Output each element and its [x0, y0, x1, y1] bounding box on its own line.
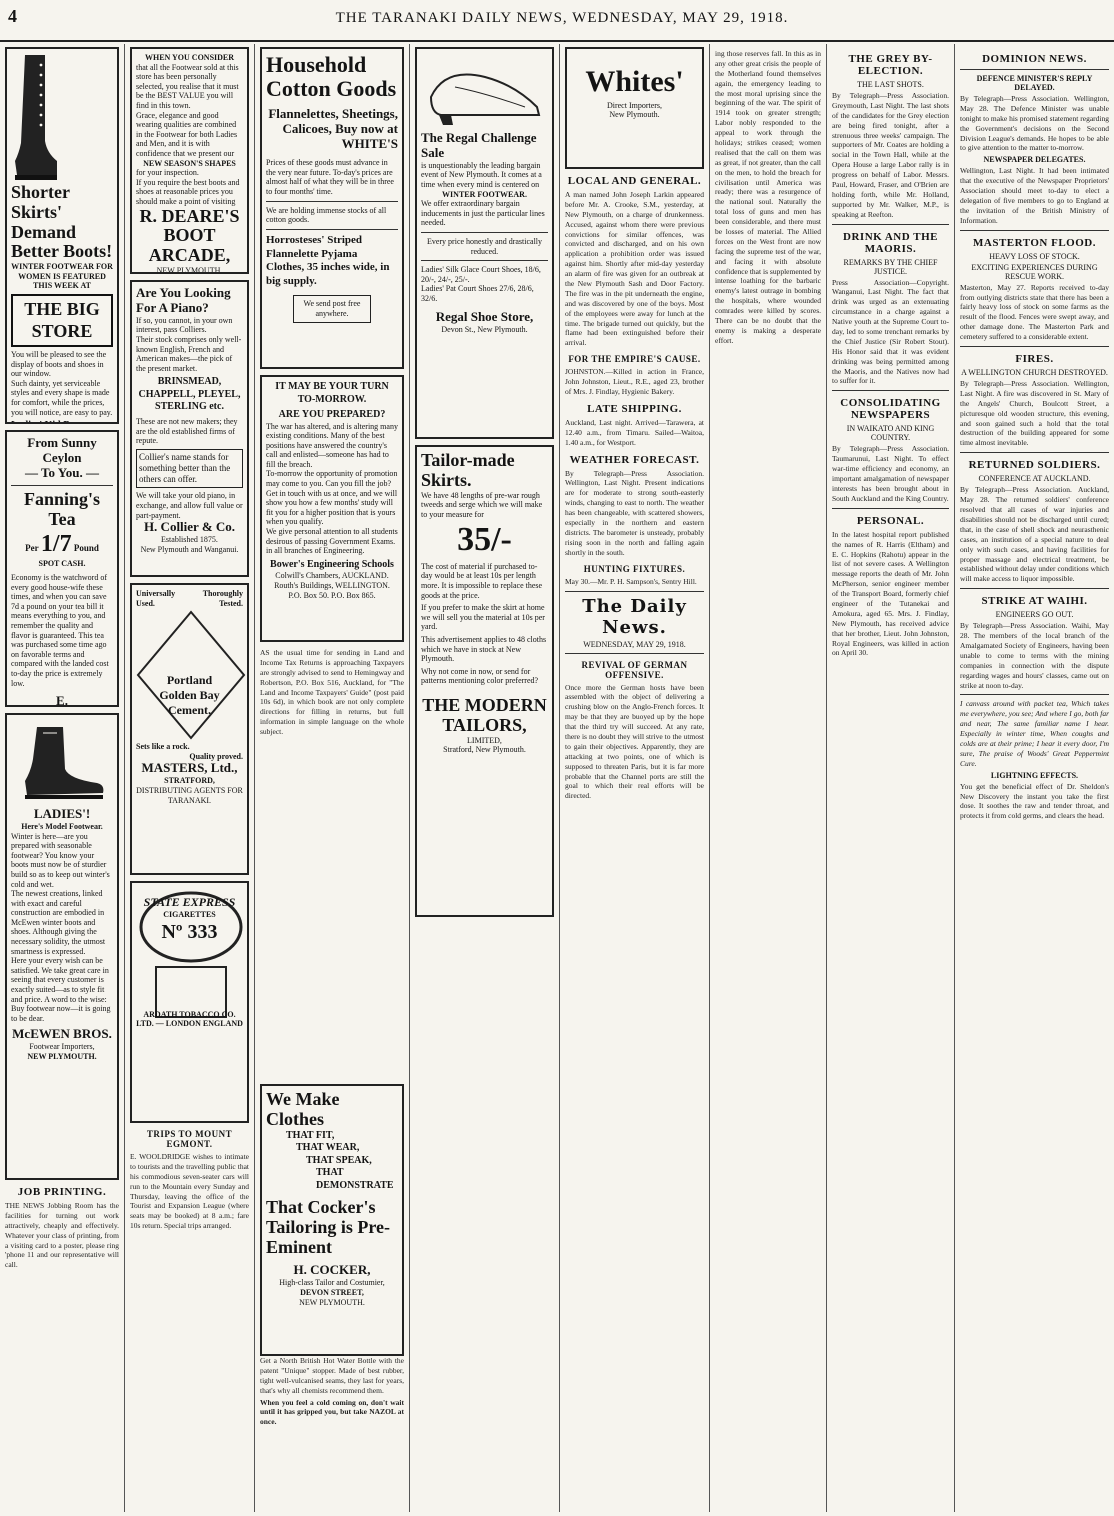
whites-body-3: Horrosteses' Striped Flannelette Pyjama Clothes, 35 inches wide, in big supply. — [266, 233, 390, 287]
state-express-product: CIGARETTES — [163, 910, 216, 920]
masterton-flood-heading: MASTERTON FLOOD. — [973, 236, 1096, 249]
empire-cause-text: JOHNSTON.—Killed in action in France, John Johnston, Lieut., R.E., aged 23, brother of Mrs. J. Findlay, Hygienic Bakery. — [565, 367, 704, 397]
ceylon-tea-ad — [5, 430, 119, 707]
ankle-boot-illustration — [17, 723, 107, 803]
bowers-address: Colwill's Chambers, AUCKLAND. Routh's Buildings, WELLINGTON. — [274, 571, 390, 590]
daily-news-masthead: The Daily News. — [582, 595, 687, 638]
whites-body: Prices of these goods must advance in the very near future. To-day's prices are almost half of what they will be in three to four months' time. — [266, 158, 394, 196]
big-store-body-2: Such dainty, yet serviceable styles and every shape is made for comfort, while the prices, you will notice, are easy to pay. — [11, 378, 113, 417]
deare-body-4: If you require the best boots and shoes at reasonable prices you should make a point of visiting — [136, 177, 240, 206]
cement-corner-labels-mid: Used. Tested. — [136, 598, 243, 608]
modern-tailors-name: THE MODERN TAILORS, — [422, 695, 547, 735]
mcewen-body: Winter is here—are you prepared with seasonable footwear? You know your boots must now be of sturdier build so as to keep out winter's cold and wet. — [11, 831, 110, 889]
delegates-text: Wellington, Last Night. It had been intimated that the executive of the Newspaper Proprietors' Association should meet to-day to elect a delegation of five members to go to England at the invitation of the British Ministry of Information. — [960, 166, 1109, 225]
masters-agents: DISTRIBUTING AGENTS FOR TARANAKI. — [136, 785, 243, 805]
mcewen-body-2: The newest creations, linked with exact and careful construction are embodied in McEwen winter boots and shoes. Although giving the necessary solidity, the utmost smartness is expressed. — [11, 889, 106, 956]
mcewen-body-3: Here your every wish can be satisfied. We take great care in seeing that every customer is exactly suited—as to style fit and price. A word to the wise: Buy footwear now—it is going to be dear. — [11, 956, 111, 1023]
newspaper-masthead: THE TARANAKI DAILY NEWS, WEDNESDAY, MAY 29, 1918. — [335, 10, 789, 26]
whites-town: New Plymouth. — [609, 110, 660, 120]
deare-arcade: ARCADE, — [148, 245, 231, 266]
waihi-strike-heading: STRIKE AT WAIHI. — [981, 595, 1088, 608]
whites-cotton-ad — [260, 47, 404, 369]
court-shoe-illustration — [425, 57, 545, 127]
cocker-line-3: THAT SPEAK, — [306, 1154, 372, 1166]
bowers-body-4: We give personal attention to all students desirous of passing Government Exams. in all branches of Engineering. — [266, 527, 398, 556]
make-clothes-headline: We Make Clothes — [266, 1089, 340, 1129]
boot-illustration — [11, 53, 59, 183]
skirts-headline: Tailor-made Skirts. — [421, 450, 515, 490]
shoe-item — [11, 420, 113, 424]
piano-body-3: These are not new makers; they are the old established firms of repute. — [136, 416, 238, 446]
regal-address: Devon St., New Plymouth. — [441, 324, 528, 334]
flood-sub: HEAVY LOSS OF STOCK. — [989, 251, 1080, 261]
collier-piano-ad — [130, 280, 249, 577]
editorial-continuation: ing those reserves fall. In this as in any other great crisis the people of the Motherland found themselves again, the emergency leading to the most moral uprising since the beginning of the war. The spirit of 1914 took on greater strength; Labor nobly responded to the appeal to work through the holidays; strikes ceased; women realised that the call on them was as great, if not greater, than the call on the men, to hold the breach for civilisation until America was ready; there was a resurgence of the national soul. Naturally the total loss of guns and men has been considerable, and there must be losses of material. The Allied forces on the West front are now facing the supreme test of the war, and facing it with absolute confidence that is supplemented by intense loathing for the barbaric enemy's latest outrage in bombing the hospitals, where wounded comrades were killed by scores. There can be no doubt that the enemy is making a desperate effort. — [715, 49, 821, 345]
ceylon-sub: — To You. — — [25, 464, 99, 480]
drink-maoris-text: Press Association—Copyright. Wanganui, Last Night. The fact that drink was urged as an extenuating circumstance in a charge against a Native youth at the Supreme Court to-day, led to some trenchant remarks by the Chief Justice (Sir Robert Stout). His Honor said that it was evident drinking was being permitted among the Maoris, and the Natives now had to suffer for it. — [832, 277, 949, 386]
bowers-body: The war has altered, and is altering many existing conditions. Many of the best positions have answered the country's call and enlisted—someone has had to fill the breach. — [266, 421, 398, 469]
bowers-engineering-ad — [260, 375, 404, 642]
cocker-address: DEVON STREET, — [300, 1288, 364, 1298]
deare-intro: WHEN YOU CONSIDER — [144, 53, 235, 62]
egmont-body: E. WOOLDRIDGE wishes to intimate to tourists and the travelling public that his commodious seven-seater cars will run to the Mountain every Sunday and Thursday, leaving the office of the Tourist and Expansion League (where seats may be booked) at 8 a.m.; fare 10s return. Special trips arranged. — [130, 1152, 249, 1231]
state-express-number: Nº 333 — [161, 920, 218, 943]
nazol-body: When you feel a cold coming on, don't wait until it has gripped you, but take NAZOL at once. — [260, 1397, 404, 1427]
cocker-town: NEW PLYMOUTH. — [299, 1297, 365, 1307]
winter-footwear-intro: WINTER FOOTWEAR FOR WOMEN IS FEATURED THIS WEEK AT — [11, 262, 113, 291]
mcewen-sub: Here's Model Footwear. — [21, 821, 103, 831]
modern-tailors-limited: LIMITED, — [467, 735, 502, 745]
modern-tailors-ad — [415, 445, 554, 917]
tea-body: Economy is the watchword of every good house-wife these times, and when you can save 7d a pound on your tea bill it means everything to you, and remember the quality and flavor is guaranteed. This tea was purchased some time ago on favorable terms and compared with the landed cost to-day the price is extremely low. — [11, 573, 109, 688]
big-store-ad — [5, 47, 119, 424]
tea-price-line: Per 1/7 Pound — [25, 531, 99, 558]
weather-forecast-text: By Telegraph—Press Association. Wellington, Last Night. Present indications are for moderate to strong south-easterly winds, changing to east to north. The weather has been changeable, with scattered showers, especially in the northern and eastern districts. The barometer is unsteady, probably rising soon in the north and falling again shortly in the south. — [565, 468, 704, 557]
column-5 — [560, 44, 710, 1512]
fires-text: By Telegraph—Press Association. Wellington, Last Night. A fire was discovered in St. Mary of the Angels' Church, Boulcott Street, a picturesque old wooden structure, this evening, and soon gained such a hold that the total destruction of the building appeared for some time almost inevitable. — [960, 379, 1109, 448]
piano-headline: Are You Looking For A Piano? — [136, 285, 231, 315]
late-shipping-text: Auckland, Last night. Arrived—Tarawera, at 12.40 a.m., from Timaru. Sailed—Waitoa, 1.40 a.m., for Westport. — [565, 417, 704, 447]
editorial-date: WEDNESDAY, MAY 29, 1918. — [583, 639, 686, 649]
deare-boot: BOOT — [163, 225, 216, 246]
state-express-brand: STATE EXPRESS — [143, 895, 236, 910]
grey-election-heading: THE GREY BY-ELECTION. — [848, 53, 933, 77]
waihi-strike-text: By Telegraph—Press Association. Waihi, May 28. The members of the local branch of the Amalgamated Society of Engineers, having been unable to come to terms with the mining companies in connection with the dispute regarding wages and hours' classes, came out on strike at noon to-day. — [960, 621, 1109, 690]
delegates-heading: NEWSPAPER DELEGATES. — [983, 155, 1086, 165]
flood-sub-2: EXCITING EXPERIENCES DURING RESCUE WORK. — [971, 262, 1098, 281]
skirt-price: 35/- — [457, 521, 512, 559]
dominion-news-heading: DOMINION NEWS. — [982, 53, 1087, 65]
weather-forecast-heading: WEATHER FORECAST. — [569, 453, 700, 466]
big-store-logo: THE BIG STORE — [11, 294, 113, 347]
masters-town: STRATFORD, — [164, 776, 215, 786]
late-shipping-heading: LATE SHIPPING. — [587, 402, 682, 415]
consolidating-text: By Telegraph—Press Association. Taumarunui, Last Night. To effect war-time efficiency and economy, an important amalgamation of newspaper interests has been brought about in South Auckland and the King Country. — [832, 444, 949, 503]
piano-body: If so, you cannot, in your own interest, pass Colliers. — [136, 315, 233, 335]
column-6 — [710, 44, 827, 1512]
deare-town: NEW PLYMOUTH. — [156, 265, 223, 274]
state-express-ad — [130, 881, 249, 1123]
column-3 — [255, 44, 410, 1512]
returned-soldiers-text: By Telegraph—Press Association. Auckland, May 28. The returned soldiers' conference resolved that all cases of war injuries and disabilities should not be discharged until cured; that, in the case of shell shock and neurasthenic cases, an institution of a special nature to deal only with such cases, and having facilities for proper massage and electrical treatment, be established without delay under conditions which will make access to liquor impossible. — [960, 485, 1109, 584]
cocker-claim: That Cocker's Tailoring is Pre-Eminent — [266, 1197, 391, 1257]
egmont-trips-notice — [130, 1129, 249, 1231]
prepared-heading: ARE YOU PREPARED? — [278, 409, 386, 420]
job-printing-body: THE NEWS Jobbing Room has the facilities for turning out work attractively, cheaply and effectively. Whatever your class of printing, from a visiting card to a poster, please ring 'phone 11 and our representative will call. — [5, 1201, 119, 1270]
consolidating-sub: IN WAIKATO AND KING COUNTRY. — [846, 424, 935, 443]
mcewen-town: NEW PLYMOUTH. — [27, 1051, 97, 1061]
spot-cash: SPOT CASH. — [38, 559, 86, 569]
column-8 — [955, 44, 1114, 1512]
skirts-body-3: If you prefer to make the skirt at home we will sell you the material at 10s per yard. — [421, 603, 545, 632]
skirts-body-5: Why not come in now, or send for patterns mentioning color preferred? — [421, 666, 539, 686]
returned-soldiers-heading: RETURNED SOLDIERS. — [968, 459, 1101, 472]
fires-sub: A WELLINGTON CHURCH DESTROYED. — [961, 368, 1108, 378]
cocker-name: H. COCKER, — [293, 1262, 371, 1278]
skirts-body: We have 48 lengths of pre-war rough tweeds and serge which we will make to your measure for — [421, 490, 543, 519]
regal-shoe-ad — [415, 47, 554, 439]
regal-price-line-2: Ladies' Pat Court Shoes 27/6, 28/6, 32/6. — [421, 284, 534, 303]
collier-boxed-claim: Collier's name stands for something better than the others can offer. — [136, 449, 243, 489]
drink-maoris-sub: REMARKS BY THE CHIEF JUSTICE. — [843, 257, 938, 276]
whites-logo-ad — [565, 47, 704, 169]
cocker-merchant-sub: High-class Tailor and Costumier, — [279, 1278, 385, 1288]
hot-water-bottle-notice — [260, 1354, 404, 1429]
hunting-fixtures-text: May 30.—Mr. P. H. Sampson's, Sentry Hill. — [565, 576, 697, 586]
big-store-body: You will be pleased to see the display of boots and shoes in our window. — [11, 349, 107, 379]
deare-body: that all the Footwear sold at this store has been personally selected, you realise that it must be the BEST VALUE you will find in this town. — [136, 62, 239, 110]
deare-boot-ad — [130, 47, 249, 274]
flannelettes-sub: Flannelettes, Sheetings, Calicoes, Buy now at WHITE'S — [268, 106, 398, 152]
masters-cement-ad — [130, 583, 249, 875]
mcewen-ad — [5, 713, 119, 1180]
revival-heading: REVIVAL OF GERMAN OFFENSIVE. — [581, 659, 688, 680]
state-express-makers: ARDATH TOBACCO CO. LTD. — LONDON ENGLAND — [136, 1009, 243, 1029]
tax-guide-notice: AS the usual time for sending in Land and Income Tax Returns is approaching Taxpayers are strongly advised to send to Hemingway and Robertson, P.O. Box 516, Auckland, for "The Land and Income Taxpayers' Guide" (post paid 10s 6d), in which book are not only complete directions for filling in returns, but full information in simple language on the whole subject. — [260, 648, 404, 737]
bottle-body: Get a North British Hot Water Bottle with the patent "Unique" stopper. Made of best rubber, tight well-vulcanised seams, they last for years, that's why all chemists recommend them. — [260, 1356, 404, 1395]
cocker-line-1: THAT FIT, — [286, 1129, 335, 1141]
deare-body-2: Grace, elegance and good wearing qualities are combined in the Footwear for both Ladies and Men, and it is with confidence that we present our — [136, 110, 238, 158]
personal-text: In the latest hospital report published the names of R. Harris (Eltham) and E. C. Hopkins (Rahotu) appear in the list of not severe cases. A Wellington message reports the death of Mr. John McPherson, senior engineer member of the Transport Board, formerly chief engineer of the Tutanekai and Amokura, aged 65. Mrs. J. Findlay, New Plymouth, has received advice that her brother, Lieut. John Johnston, Royal Engineers, was killed in action on April 30. — [832, 529, 949, 658]
flood-text: Masterton, May 27. Reports received to-day from outlying districts state that there has been a fairly heavy loss of stock on some farms as the result of the flood. Fences were swept away, and other damage done. The Masterton Park and cemetery suffered to a considerable extent. — [960, 282, 1109, 342]
tea-product-name: Fanning's Tea — [23, 488, 101, 529]
household-cotton-headline: Household Cotton Goods — [266, 52, 397, 102]
skirts-body-4: This advertisement applies to 48 cloths which we have in stock at New Plymouth. — [421, 635, 547, 664]
piano-body-2: Their stock comprises only well-known English, French and American makes—the pick of the present market. — [136, 335, 242, 373]
whites-logo: Whites' — [585, 65, 684, 98]
personal-heading: PERSONAL. — [856, 514, 925, 527]
bowers-boxes: P.O. Box 50. P.O. Box 865. — [288, 590, 376, 600]
post-free-note: We send post free anywhere. — [293, 295, 371, 323]
job-printing-notice — [5, 1186, 119, 1270]
piano-body-4: We will take your old piano, in exchange, and allow full value or part-payment. — [136, 491, 243, 520]
job-printing-heading: JOB PRINTING. — [17, 1186, 107, 1198]
bowers-body-2: To-morrow the opportunity of promotion may come to you. Can you fill the job? — [266, 469, 398, 489]
cocker-line-2: THAT WEAR, — [296, 1142, 360, 1154]
returned-soldiers-sub: CONFERENCE AT AUCKLAND. — [978, 474, 1091, 484]
deare-body-3: for your inspection. — [136, 168, 199, 178]
mcewen-merchant-sub: Footwear Importers, — [29, 1042, 95, 1052]
grey-election-sub: THE LAST SHOTS. — [857, 80, 924, 89]
shorter-skirts-headline: Shorter Skirts' Demand Better Boots! — [11, 182, 113, 262]
bowers-body-3: Get in touch with us at once, and we will show you how a few months' study will fit you for a higher position that is yours when you qualify. — [266, 488, 398, 527]
regal-headline: The Regal Challenge Sale — [421, 130, 537, 160]
defence-text: By Telegraph—Press Association. Wellington, May 28. The Defence Minister was unable tonight to make his promised statement regarding the Government's decisions on the Second Division League's demands. He hopes to be able to give attention to the matter to-morrow. — [960, 94, 1109, 153]
cement-corner-labels-top: Universally Thoroughly — [136, 589, 243, 598]
cement-corner-labels-bottom: Sets like a rock. Quality proved. — [136, 742, 243, 761]
column-7 — [827, 44, 955, 1512]
whites-importers: Direct Importers, — [606, 100, 663, 110]
bowers-school-name: Bower's Engineering Schools — [270, 558, 394, 570]
regal-winter-footwear: WINTER FOOTWEAR. — [442, 189, 527, 199]
regal-body-3: Every price honestly and drastically reduced. — [426, 237, 543, 256]
collier-established: Established 1875. — [161, 535, 218, 545]
tea-price: 1/7 — [40, 531, 72, 558]
collier-name: H. Collier & Co. — [143, 519, 236, 535]
whites-body-2: We are holding immense stocks of all cotton goods. — [266, 205, 387, 225]
local-general-heading: LOCAL AND GENERAL. — [567, 175, 702, 187]
regal-body: is unquestionably the leading bargain event of New Plymouth. It comes at a time when every mind is centered on — [421, 160, 542, 190]
fires-heading: FIRES. — [1015, 353, 1054, 366]
regal-body-2: We offer extraordinary bargain inducements in just the particular lines needed. — [421, 199, 545, 228]
deare-name: R. DEARE'S — [139, 205, 240, 226]
page-header — [0, 0, 1114, 42]
column-4 — [410, 44, 560, 1512]
column-2 — [125, 44, 255, 1512]
defence-heading: DEFENCE MINISTER'S REPLY DELAYED. — [976, 74, 1093, 92]
page-number: 4 — [8, 6, 17, 26]
collier-towns: New Plymouth and Wanganui. — [140, 544, 239, 554]
masters-name: MASTERS, Ltd., — [141, 760, 238, 776]
mcewen-headline: LADIES'! — [33, 806, 91, 821]
skirts-body-2: The cost of material if purchased to-day would be at least 10s per length more. It is impossible to replace these goods at the price. — [421, 561, 543, 600]
lightning-text: You get the beneficial effect of Dr. Sheldon's New Discovery the instant you take the first dose. It soothes the raw and tender throat, and protects it from cold germs, and clears the head. — [960, 781, 1109, 821]
grey-election-text: By Telegraph—Press Association. Greymouth, Last Night. The last shots of the candidates for the Grey election are being fired tonight, after a strenuous three weeks' campaign. The supporters of Mr. Coates are holding a social in the Town Hall, while at the Opera House a large Labor rally is in progress on behalf of Labor. Messrs. Paul, Howard, Fraser, and O'Brien are holding forth, while Mr. Holland, supported by Mr. Walker, M.P., is speaking at Reefton. — [832, 91, 949, 219]
lightning-heading: LIGHTNING EFFECTS. — [990, 770, 1079, 780]
peppermint-verse: I canvass around with packet tea, Which takes me everywhere, you see; And where I go, both far and near, The same familiar name I hear. Especially in winter time, When coughs and colds are at their prime; I hear it every door, I'm sure, The praise of Woods' Great Peppermint Cure. — [960, 699, 1109, 768]
column-1 — [0, 44, 125, 1512]
waihi-strike-sub: ENGINEERS GO OUT. — [995, 610, 1074, 620]
cement-brand: Portland Golden Bay Cement. — [159, 673, 220, 717]
deare-new-season: NEW SEASON'S SHAPES — [143, 158, 236, 168]
hunting-fixtures-heading: HUNTING FIXTURES. — [583, 563, 686, 574]
regal-store-name: Regal Shoe Store, — [435, 308, 534, 324]
cocker-line-4: THAT DEMONSTRATE — [316, 1167, 394, 1191]
modern-tailors-towns: Stratford, New Plymouth. — [443, 745, 526, 755]
piano-brands: BRINSMEAD, CHAPPELL, PLEYEL, STERLING etc. — [138, 376, 241, 413]
local-general-text: A man named John Joseph Larkin appeared before Mr. A. Crooke, S.M., yesterday, at New Plymouth, on a charge of drunkenness. Accused, against whom there were previous convictions for similar offences, was convicted and discharged, and on his own application a prohibition order was issued against him. Shortly after mid-day yesterday an alarm of fire was given for an outbreak at the New Plymouth Sash and Door Factory. The fire was in the pit underneath the engine, and was discovered by one of the boys. Most of the employees were away for lunch at the time. The brigade turned out quickly, but the flame had been extinguished before their arrival. — [565, 190, 704, 348]
empire-cause-heading: FOR THE EMPIRE'S CAUSE. — [568, 354, 701, 365]
mcewen-name: McEWEN BROS. — [12, 1026, 112, 1042]
drink-maoris-heading: DRINK AND THE MAORIS. — [843, 230, 938, 255]
consolidating-heading: CONSOLIDATING NEWSPAPERS — [840, 397, 941, 422]
your-turn-heading: IT MAY BE YOUR TURN TO-MORROW. — [275, 381, 389, 405]
regal-price-line-1: Ladies' Silk Glace Court Shoes, 18/6, 20/-, 24/-, 25/-. — [421, 265, 541, 284]
revival-text: Once more the German hosts have been assembled with the object of delivering a crushing blow on the Anglo-French forces. It may be that they are buoyed up by the hope that the third try will succeed. At any rate, there is no doubt they will strive to the utmost to gain their objectives. Apparently, they are attacking at two points, one of which is supposed to threaten Paris, but it is far more probable that the Channel ports are still the goal to which their real efforts will be directed. — [565, 682, 704, 801]
ceylon-headline: From Sunny Ceylon — [27, 435, 97, 465]
egmont-heading: TRIPS TO MOUNT EGMONT. — [146, 1129, 233, 1149]
cocker-tailoring-ad — [260, 1084, 404, 1356]
beckbessinger-name: E. — [56, 693, 68, 707]
